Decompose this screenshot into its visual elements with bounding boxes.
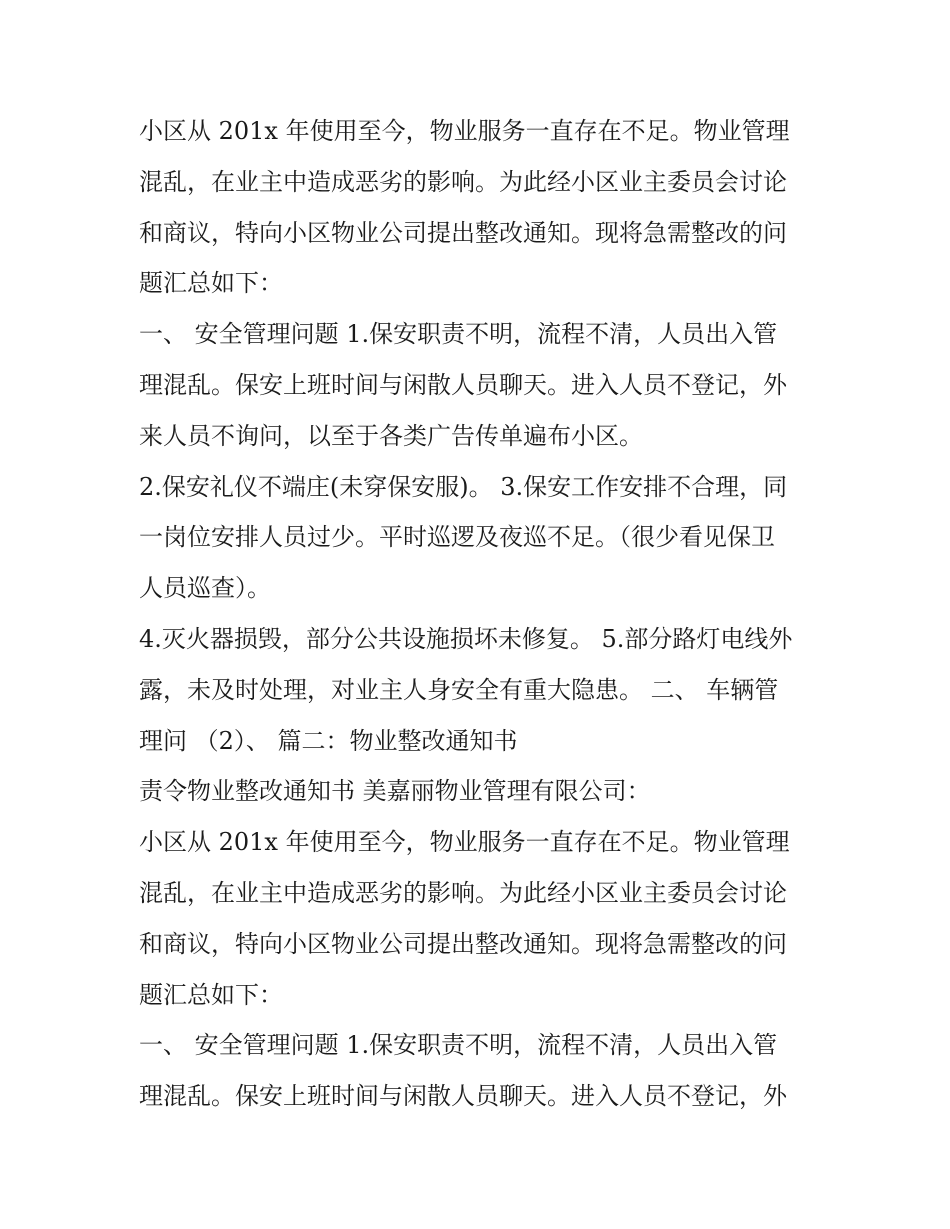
text-line: 混乱，在业主中造成恶劣的影响。为此经小区业主委员会讨论 [139, 878, 787, 907]
text-line: 题汇总如下： [139, 980, 283, 1009]
text-line: 来人员不询问，以至于各类广告传单遍布小区。 [139, 421, 643, 450]
text-line: 和商议，特向小区物业公司提出整改通知。现将急需整改的问 [139, 218, 787, 247]
text-line: 一、 安全管理问题 1.保安职责不明，流程不清，人员出入管 [139, 320, 778, 349]
text-line: 题汇总如下： [139, 269, 283, 298]
text-line: 和商议，特向小区物业公司提出整改通知。现将急需整改的问 [139, 929, 787, 958]
text-line: 2.保安礼仪不端庄(未穿保安服)。 3.保安工作安排不合理，同 [139, 472, 788, 501]
text-line: 混乱，在业主中造成恶劣的影响。为此经小区业主委员会讨论 [139, 167, 787, 196]
text-line: 理混乱。保安上班时间与闲散人员聊天。进入人员不登记，外 [139, 1082, 787, 1111]
text-line: 小区从 201x 年使用至今，物业服务一直存在不足。物业管理 [139, 828, 790, 857]
text-line: 一、 安全管理问题 1.保安职责不明，流程不清，人员出入管 [139, 1031, 778, 1060]
text-line: 理混乱。保安上班时间与闲散人员聊天。进入人员不登记，外 [139, 370, 787, 399]
document-body [139, 106, 829, 1122]
text-line: 理问 （2）、 篇二：物业整改通知书 [139, 726, 518, 755]
text-line: 小区从 201x 年使用至今，物业服务一直存在不足。物业管理 [139, 117, 790, 145]
text-line: 责令物业整改通知书 美嘉丽物业管理有限公司： [139, 777, 651, 806]
text-line: 4.灭火器损毁，部分公共设施损坏未修复。 5.部分路灯电线外 [139, 624, 793, 653]
text-line: 露，未及时处理，对业主人身安全有重大隐患。 二、 车辆管 [139, 675, 779, 704]
text-line: 人员巡查）。 [139, 574, 271, 603]
text-line: 一岗位安排人员过少。平时巡逻及夜巡不足。（很少看见保卫 [139, 523, 775, 552]
